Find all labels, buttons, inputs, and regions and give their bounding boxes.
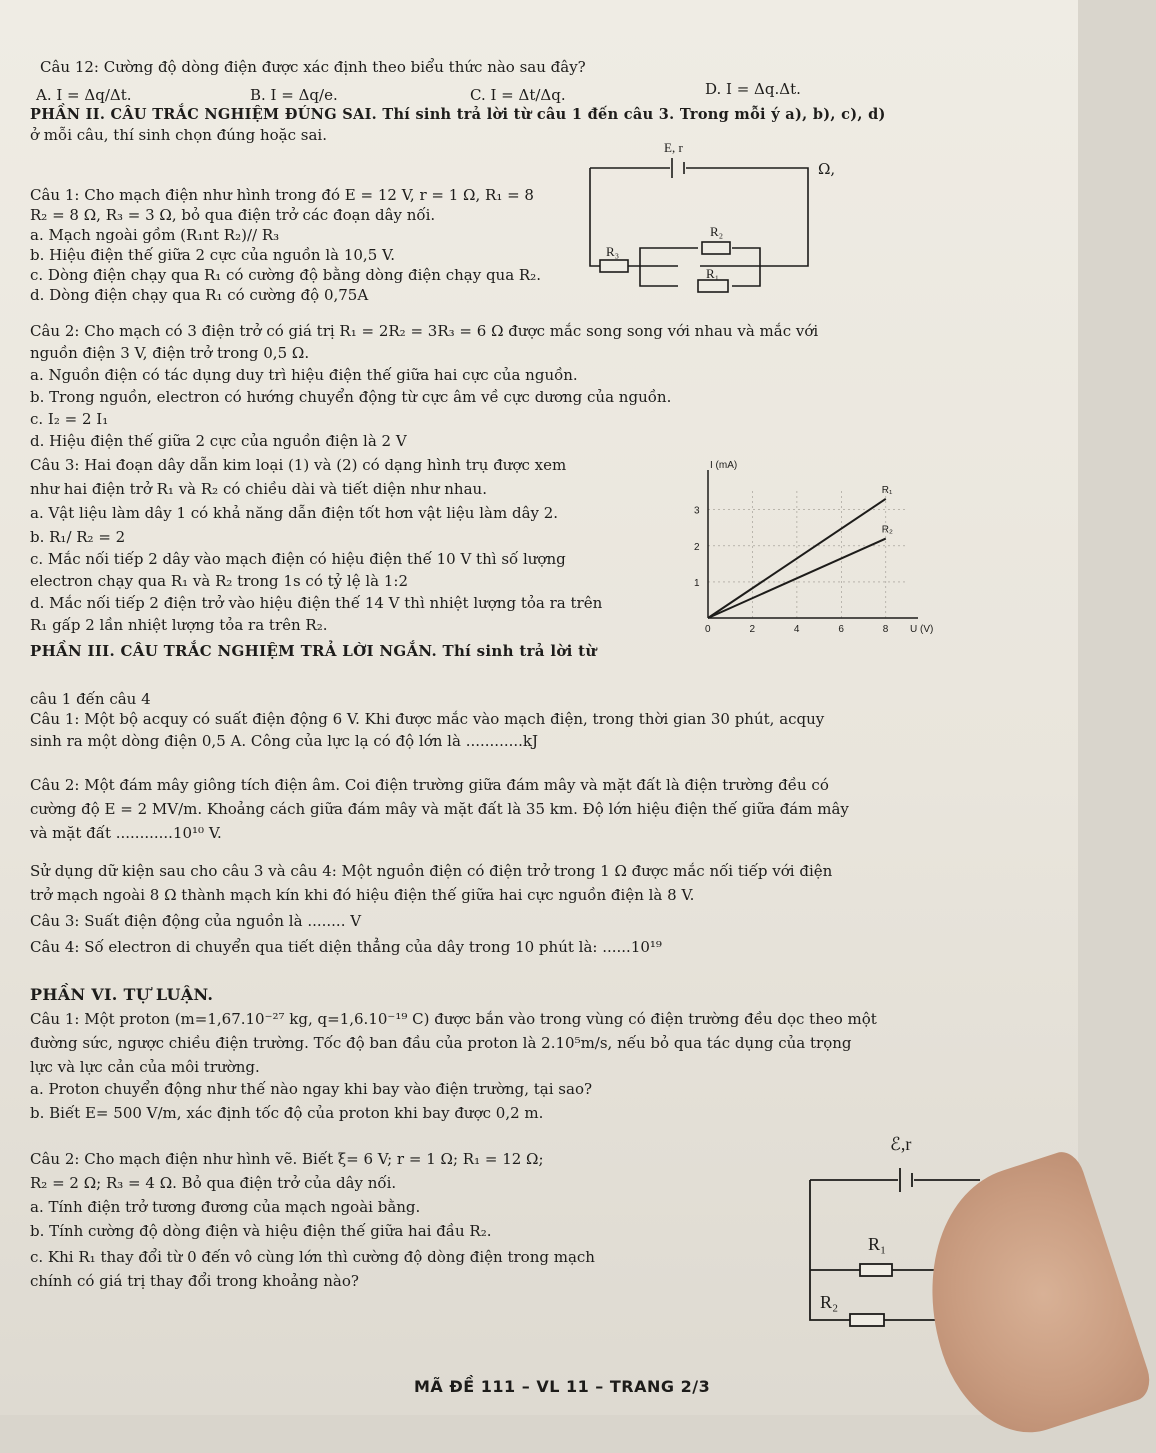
circuit2-resistor-r2 [850, 1314, 884, 1326]
p2q1-a: a. Mạch ngoài gồm (R₁nt R₂)// R₃ [30, 226, 280, 244]
p3q2-line2: cường độ E = 2 MV/m. Khoảng cách giữa đám mây và mặt đất là 35 km. Độ lớn hiệu điện thế giữa đám mây [30, 800, 849, 818]
q12-option-d: D. I = Δq.Δt. [705, 80, 801, 98]
part3-title: PHẦN III. CÂU TRẮC NGHIỆM TRẢ LỜI NGẮN. Thí sinh trả lời từ [30, 642, 597, 660]
p2q2-d: d. Hiệu điện thế giữa 2 cực của nguồn điện là 2 V [30, 432, 407, 450]
p3q2-line1: Câu 2: Một đám mây giông tích điện âm. Coi điện trường giữa đám mây và mặt đất là điện trường đều có [30, 776, 829, 794]
circuit1-r3-label: R₃ [606, 244, 620, 259]
p6q2-line2: R₂ = 2 Ω; R₃ = 4 Ω. Bỏ qua điện trở của dây nối. [30, 1174, 397, 1192]
p3q34-line1: Sử dụng dữ kiện sau cho câu 3 và câu 4: Một nguồn điện có điện trở trong 1 Ω được mắc nối tiếp với điện [30, 862, 833, 880]
p3q1-line1: Câu 1: Một bộ acquy có suất điện động 6 V. Khi được mắc vào mạch điện, trong thời gian 30 phút, acquy [30, 710, 825, 728]
p3q34-line2: trở mạch ngoài 8 Ω thành mạch kín khi đó hiệu điện thế giữa hai cực nguồn điện là 8 V. [30, 886, 695, 904]
p6q1-line1: Câu 1: Một proton (m=1,67.10⁻²⁷ kg, q=1,6.10⁻¹⁹ C) được bắn vào trong vùng có điện trường đều dọc theo một [30, 1010, 877, 1028]
p6q2-line1: Câu 2: Cho mạch điện như hình vẽ. Biết ξ= 6 V; r = 1 Ω; R₁ = 12 Ω; [30, 1150, 544, 1168]
p2q3-line2: như hai điện trở R₁ và R₂ có chiều dài và tiết diện như nhau. [30, 480, 487, 498]
p2q1-c: c. Dòng điện chạy qua R₁ có cường độ bằng dòng điện chạy qua R₂. [30, 266, 541, 284]
series-label-2: R₂ [881, 524, 893, 536]
p6q2-c: c. Khi R₁ thay đổi từ 0 đến vô cùng lớn thì cường độ dòng điện trong mạch [30, 1248, 595, 1266]
p2q3-c1: c. Mắc nối tiếp 2 dây vào mạch điện có hiệu điện thế 10 V thì số lượng [30, 550, 566, 568]
p2q2-b: b. Trong nguồn, electron có hướng chuyển động từ cực âm về cực dương của nguồn. [30, 388, 672, 406]
circuit2-r2-label: R₂ [820, 1292, 839, 1312]
p3q4: Câu 4: Số electron di chuyển qua tiết diện thẳng của dây trong 10 phút là: ......10¹⁹ [30, 938, 662, 956]
iu-chart [660, 454, 934, 644]
x-tick-label: 4 [793, 624, 800, 635]
part2-title-2: ở mỗi câu, thí sinh chọn đúng hoặc sai. [30, 126, 327, 144]
p2q3-d1: d. Mắc nối tiếp 2 điện trở vào hiệu điện thế 14 V thì nhiệt lượng tỏa ra trên [30, 594, 603, 612]
p2q3-b: b. R₁/ R₂ = 2 [30, 528, 126, 546]
q12-option-c: C. I = Δt/Δq. [470, 86, 566, 104]
p2q1-line1: Câu 1: Cho mạch điện như hình trong đó E = 12 V, r = 1 Ω, R₁ = 8 [30, 186, 534, 204]
p6q2-c-cont: chính có giá trị thay đổi trong khoảng nào? [30, 1272, 359, 1290]
p6q1-line2: đường sức, ngược chiều điện trường. Tốc độ ban đầu của proton là 2.10⁵m/s, nếu bỏ qua tác dụng của trọng [30, 1034, 852, 1052]
q12-option-b: B. I = Δq/e. [250, 86, 338, 104]
p3q2-line3: và mặt đất ............10¹⁰ V. [30, 824, 222, 842]
series-label-1: R₁ [881, 484, 893, 496]
circuit1-r1-label: R₁ [706, 266, 720, 281]
circuit2-source-label: ℰ,r [890, 1134, 912, 1154]
resistor-r2 [702, 242, 730, 254]
x-tick-label: 8 [882, 624, 889, 635]
p2q3-a: a. Vật liệu làm dây 1 có khả năng dẫn điện tốt hơn vật liệu làm dây 2. [30, 504, 559, 522]
q12-option-a: A. I = Δq/Δt. [36, 86, 132, 104]
page-footer: MÃ ĐỀ 111 – VL 11 – TRANG 2/3 [414, 1377, 711, 1396]
p6q1-a: a. Proton chuyển động như thế nào ngay khi bay vào điện trường, tại sao? [30, 1080, 593, 1098]
x-axis-label: U (V) [910, 624, 934, 635]
resistor-r3 [600, 260, 628, 272]
resistor-r1 [698, 280, 728, 292]
p2q1-d: d. Dòng điện chạy qua R₁ có cường độ 0,75A [30, 286, 369, 304]
p2q2-line2: nguồn điện 3 V, điện trở trong 0,5 Ω. [30, 344, 310, 362]
p6q2-b: b. Tính cường độ dòng điện và hiệu điện thế giữa hai đầu R₂. [30, 1222, 492, 1240]
p6q1-b: b. Biết E= 500 V/m, xác định tốc độ của proton khi bay được 0,2 m. [30, 1104, 544, 1122]
p6q2-a: a. Tính điện trở tương đương của mạch ngoài bằng. [30, 1198, 421, 1216]
p2q1-line2: R₂ = 8 Ω, R₃ = 3 Ω, bỏ qua điện trở các đoạn dây nối. [30, 206, 436, 224]
part6-title: PHẦN VI. TỰ LUẬN. [30, 985, 214, 1004]
x-tick-label: 6 [838, 624, 844, 635]
part2-title: PHẦN II. CÂU TRẮC NGHIỆM ĐÚNG SAI. Thí sinh trả lời từ câu 1 đến câu 3. Trong mỗi ý a), b), c), d) [30, 106, 886, 123]
y-tick-label: 1 [694, 577, 700, 589]
p2q2-a: a. Nguồn điện có tác dụng duy trì hiệu điện thế giữa hai cực của nguồn. [30, 366, 578, 384]
q12-stem: Câu 12: Cường độ dòng điện được xác định theo biểu thức nào sau đây? [40, 58, 586, 76]
y-tick-label: 3 [694, 505, 700, 517]
x-tick-label: 0 [705, 624, 711, 635]
circuit-diagram-1 [580, 138, 840, 298]
p2q3-d2: R₁ gấp 2 lần nhiệt lượng tỏa ra trên R₂. [30, 616, 328, 634]
circuit2-resistor-r1 [860, 1264, 892, 1276]
p2q3-c2: electron chạy qua R₁ và R₂ trong 1s có tỷ lệ là 1:2 [30, 572, 408, 590]
p2q1-b: b. Hiệu điện thế giữa 2 cực của nguồn là 10,5 V. [30, 246, 395, 264]
p2q2-c: c. I₂ = 2 I₁ [30, 410, 109, 428]
circuit2-r1-label: R₁ [868, 1234, 887, 1254]
p2q3-line1: Câu 3: Hai đoạn dây dẫn kim loại (1) và (2) có dạng hình trụ được xem [30, 456, 567, 474]
circuit1-source-label: E, r [664, 140, 683, 155]
circuit1-r2-label: R₂ [710, 224, 724, 239]
y-tick-label: 2 [694, 541, 700, 553]
p6q1-line3: lực và lực cản của môi trường. [30, 1058, 260, 1076]
part3-title-2: câu 1 đến câu 4 [30, 690, 151, 708]
y-axis-label: I (mA) [710, 460, 738, 471]
p3q1-line2: sinh ra một dòng điện 0,5 A. Công của lực lạ có độ lớn là ............kJ [30, 732, 539, 750]
p2q1-line1-unit: Ω, [818, 160, 836, 178]
p3q3: Câu 3: Suất điện động của nguồn là ........ V [30, 912, 362, 930]
x-tick-label: 2 [749, 624, 756, 635]
p2q2-line1: Câu 2: Cho mạch có 3 điện trở có giá trị R₁ = 2R₂ = 3R₃ = 6 Ω được mắc song song với nhau và mắc với [30, 322, 819, 340]
